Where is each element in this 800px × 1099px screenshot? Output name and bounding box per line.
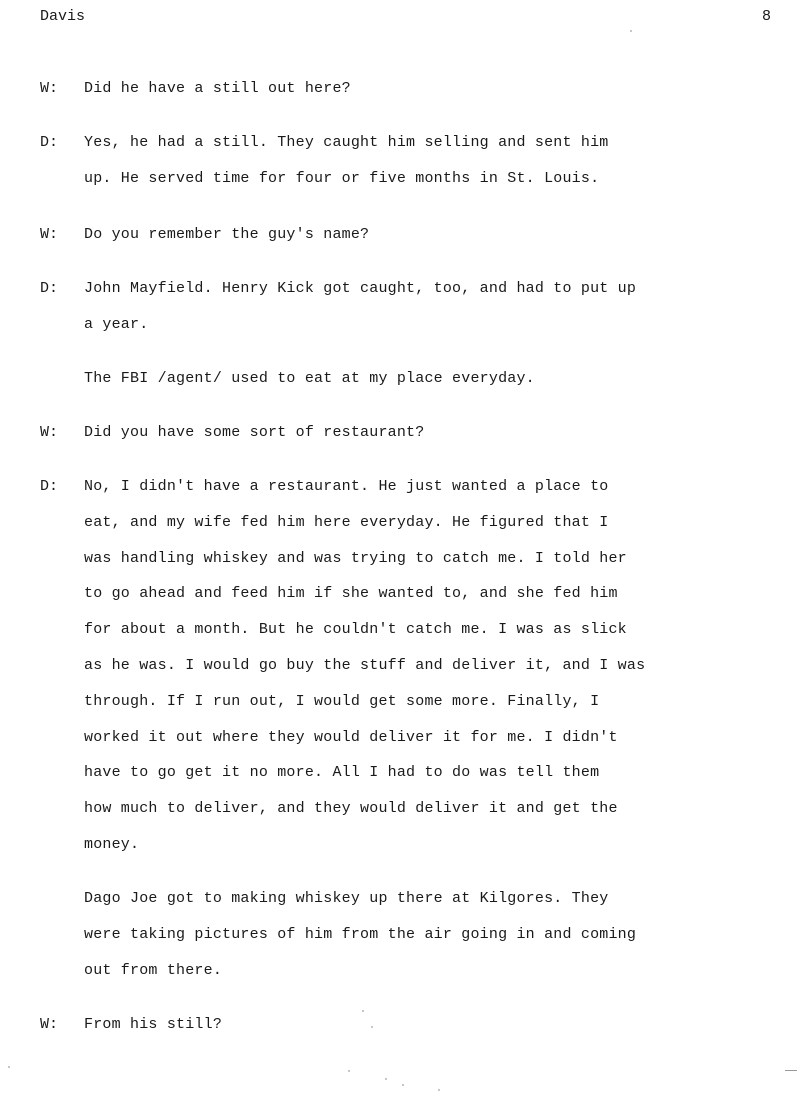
transcript-line: The FBI /agent/ used to eat at my place everyday. bbox=[84, 370, 535, 387]
speaker-label: W: bbox=[40, 226, 59, 243]
transcript-line: No, I didn't have a restaurant. He just wanted a place to bbox=[84, 478, 609, 495]
scan-artifact bbox=[371, 1026, 373, 1028]
transcript-line: through. If I run out, I would get some more. Finally, I bbox=[84, 692, 600, 710]
speaker-label: D: bbox=[40, 478, 59, 495]
transcript-line: as he was. I would go buy the stuff and deliver it, and I was bbox=[84, 657, 646, 674]
transcript-line: have to go get it no more. All I had to do was tell them bbox=[84, 764, 600, 782]
transcript-line: Yes, he had a still. They caught him selling and sent him bbox=[84, 134, 609, 151]
transcript-line: money. bbox=[84, 836, 140, 853]
transcript-line: Do you remember the guy's name? bbox=[84, 226, 370, 243]
transcript-line: was handling whiskey and was trying to catch me. I told her bbox=[84, 549, 627, 567]
transcript-line: worked it out where they would deliver it for me. I didn't bbox=[84, 728, 618, 746]
transcript-line: Dago Joe got to making whiskey up there at Kilgores. They bbox=[84, 890, 609, 907]
header-interviewee-name: Davis bbox=[40, 8, 86, 25]
transcript-line: Did he have a still out here? bbox=[84, 80, 351, 97]
transcript-line: to go ahead and feed him if she wanted to, and she fed him bbox=[84, 585, 618, 603]
transcript-line: eat, and my wife fed him here everyday. He figured that I bbox=[84, 513, 609, 531]
transcript-line: From his still? bbox=[84, 1016, 223, 1033]
transcript-line: for about a month. But he couldn't catch me. I was as slick bbox=[84, 621, 627, 639]
scan-artifact bbox=[438, 1089, 440, 1091]
page-number: 8 bbox=[762, 8, 772, 25]
transcript-line: a year. bbox=[84, 315, 149, 333]
speaker-label: W: bbox=[40, 1016, 59, 1033]
transcript-line: John Mayfield. Henry Kick got caught, too, and had to put up bbox=[84, 280, 637, 297]
transcript-line: out from there. bbox=[84, 961, 223, 979]
scan-artifact bbox=[8, 1066, 10, 1068]
scan-artifact bbox=[630, 30, 632, 32]
scan-artifact bbox=[402, 1084, 404, 1086]
scan-artifact bbox=[385, 1078, 387, 1080]
margin-mark bbox=[785, 1070, 797, 1071]
transcript-line: Did you have some sort of restaurant? bbox=[84, 424, 425, 441]
speaker-label: D: bbox=[40, 134, 59, 151]
scan-artifact bbox=[348, 1070, 350, 1072]
speaker-label: W: bbox=[40, 424, 59, 441]
transcript-line: how much to deliver, and they would deliver it and get the bbox=[84, 800, 618, 818]
speaker-label: D: bbox=[40, 280, 59, 297]
transcript-line: up. He served time for four or five months in St. Louis. bbox=[84, 169, 600, 187]
transcript-line: were taking pictures of him from the air going in and coming bbox=[84, 925, 637, 943]
speaker-label: W: bbox=[40, 80, 59, 97]
scan-artifact bbox=[362, 1010, 364, 1012]
